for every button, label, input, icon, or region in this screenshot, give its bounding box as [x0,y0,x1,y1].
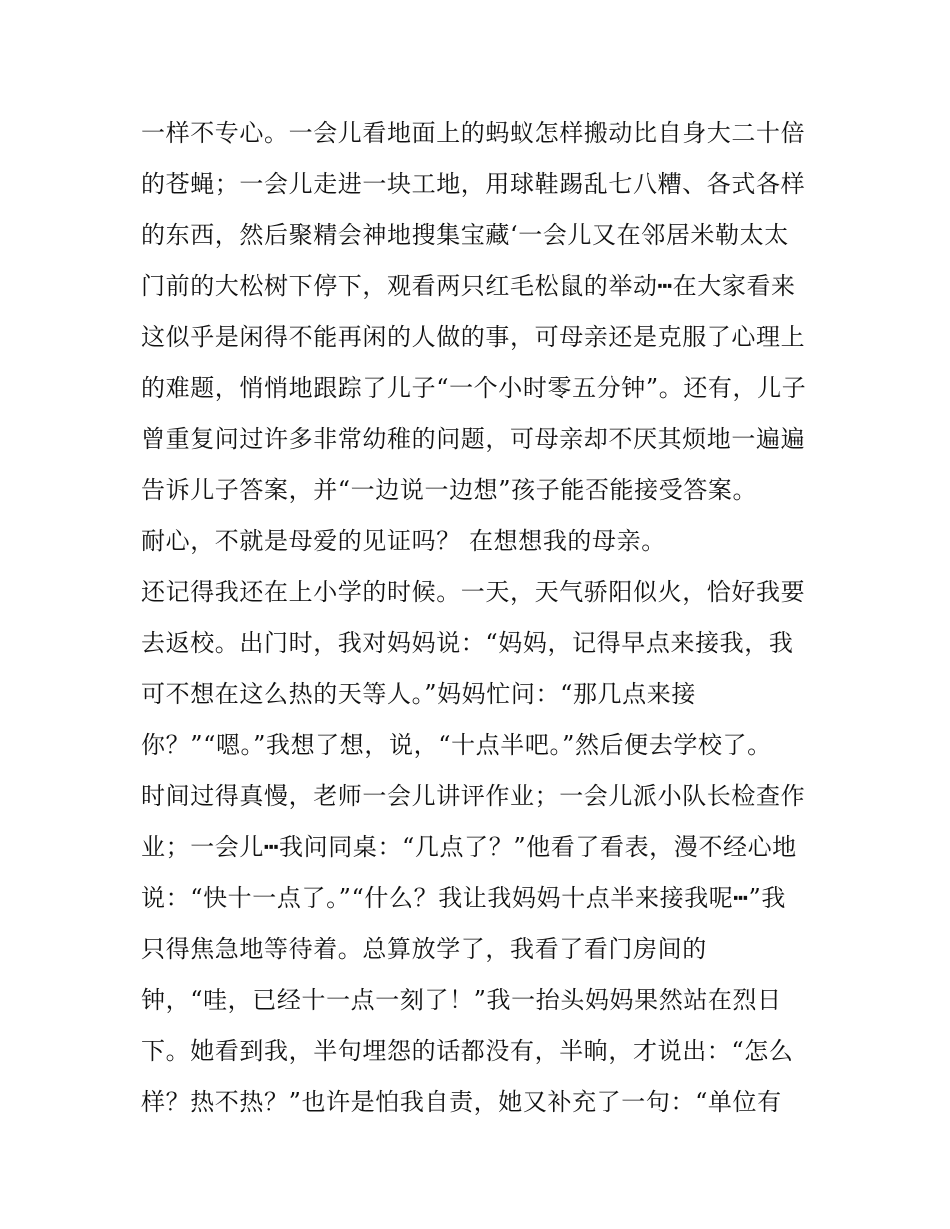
body-text [141,108,821,1128]
text-line: 业；一会儿┅我问同桌：“几点了？”他看了看表，漫不经心地 [141,833,797,861]
text-line: 曾重复问过许多非常幼稚的问题，可母亲却不厌其烦地一遍遍 [141,425,806,453]
text-line: 可不想在这么热的天等人。”妈妈忙问：“那几点来接 [141,680,696,708]
text-line: 的难题，悄悄地跟踪了儿子“一个小时零五分钟”。还有，儿子 [141,374,807,402]
text-line: 这似乎是闲得不能再闲的人做的事，可母亲还是克服了心理上 [141,323,806,351]
text-line: 样？热不热？”也许是怕我自责，她又补充了一句：“单位有 [141,1088,782,1116]
text-line: 去返校。出门时，我对妈妈说：“妈妈，记得早点来接我，我 [141,629,794,657]
text-line: 时间过得真慢，老师一会儿讲评作业；一会儿派小队长检查作 [141,782,806,810]
text-line: 说：“快十一点了。”“什么？我让我妈妈十点半来接我呢┅”我 [141,884,786,912]
text-line: 你？”“嗯。”我想了想，说，“十点半吧。”然后便去学校了。 [141,731,772,759]
text-line: 下。她看到我，半句埋怨的话都没有，半晌，才说出：“怎么 [141,1037,794,1065]
text-line: 钟，“哇，已经十一点一刻了！”我一抬头妈妈果然站在烈日 [141,986,782,1014]
text-line: 耐心，不就是母爱的见证吗？ 在想想我的母亲。 [141,527,666,555]
text-line: 还记得我还在上小学的时候。一天，天气骄阳似火，恰好我要 [141,578,806,606]
text-line: 门前的大松树下停下，观看两只红毛松鼠的举动┅在大家看来 [141,272,796,300]
text-line: 告诉儿子答案，并“一边说一边想”孩子能否能接受答案。 [141,476,758,504]
text-line: 只得焦急地等待着。总算放学了，我看了看门房间的 [141,935,707,963]
text-line: 一样不专心。一会儿看地面上的蚂蚁怎样搬动比自身大二十倍 [141,119,806,147]
text-line: 的苍蝇；一会儿走进一块工地，用球鞋踢乱七八糟、各式各样 [141,170,806,198]
text-line: 的东西，然后聚精会神地搜集宝藏‘一会儿又在邻居米勒太太 [141,221,789,249]
